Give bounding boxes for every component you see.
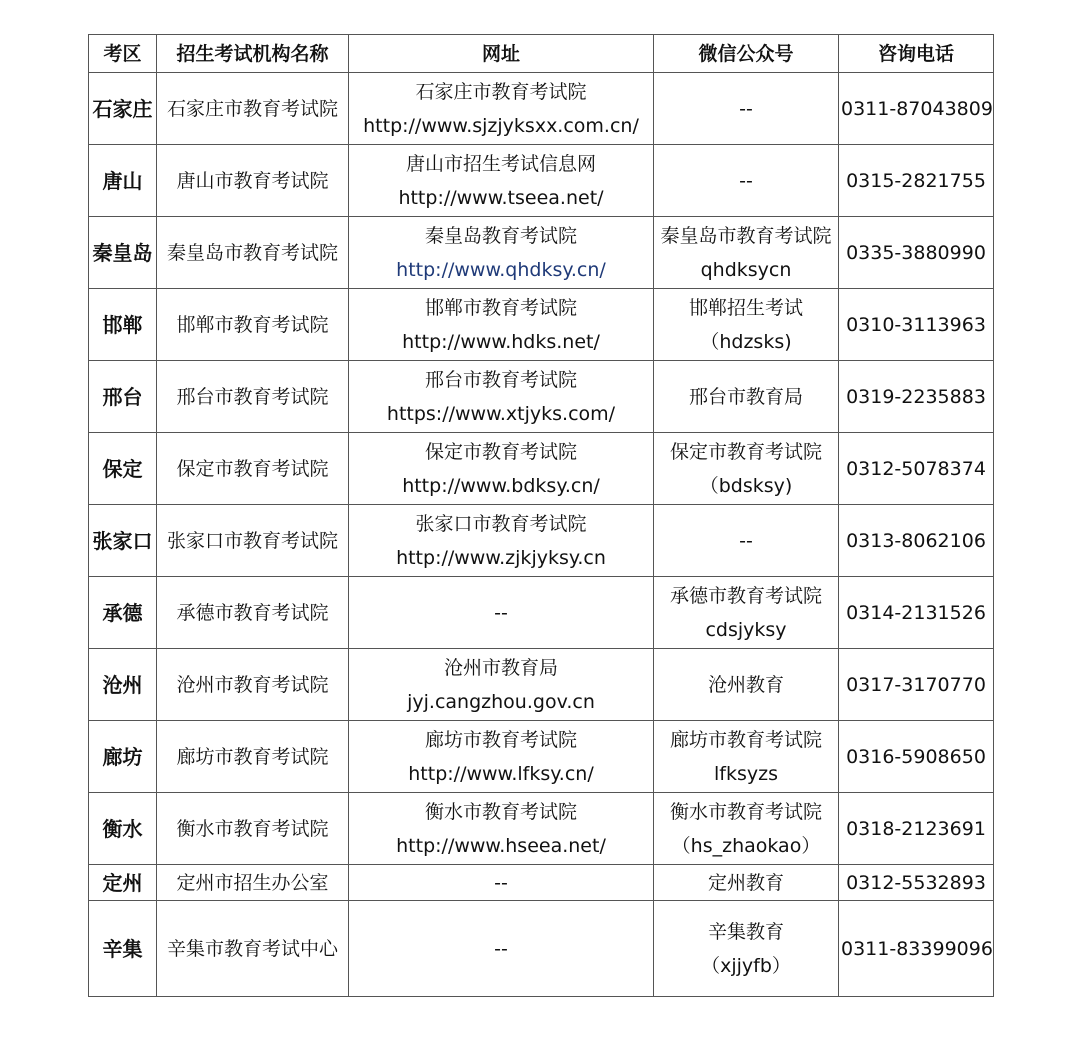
website-name: 秦皇岛教育考试院 [424, 224, 577, 247]
wechat-account-id: （hdzsks) [700, 330, 792, 353]
wechat-account-id: （hs_zhaokao） [671, 834, 821, 857]
table-row [89, 289, 994, 361]
website-name: 廊坊市教育考试院 [424, 728, 577, 751]
phone-cell: 0311-83399096 [839, 901, 994, 997]
district-cell: 辛集 [89, 901, 157, 997]
org-name-cell: 廊坊市教育考试院 [157, 721, 349, 793]
website-url-link[interactable]: http://www.tseea.net/ [398, 186, 604, 209]
website-name: 沧州市教育局 [443, 656, 558, 679]
website-url-link[interactable]: http://www.hseea.net/ [396, 834, 606, 857]
phone-cell: 0318-2123691 [839, 793, 994, 865]
website-cell [349, 721, 654, 793]
website-name: -- [494, 937, 508, 960]
phone-cell: 0313-8062106 [839, 505, 994, 577]
org-name-cell: 辛集市教育考试中心 [157, 901, 349, 997]
wechat-account-name: 沧州教育 [707, 673, 784, 696]
website-cell [349, 433, 654, 505]
website-name: -- [494, 601, 508, 624]
org-name-cell: 邢台市教育考试院 [157, 361, 349, 433]
phone-cell: 0312-5532893 [839, 865, 994, 901]
wechat-account-id: lfksyzs [714, 762, 778, 785]
website-name: 张家口市教育考试院 [415, 512, 587, 535]
website-url-link[interactable]: http://www.hdks.net/ [402, 330, 600, 353]
phone-cell: 0314-2131526 [839, 577, 994, 649]
phone-cell: 0317-3170770 [839, 649, 994, 721]
phone-cell: 0311-87043809 [839, 73, 994, 145]
org-name-cell: 石家庄市教育考试院 [157, 73, 349, 145]
table-row [89, 577, 994, 649]
phone-cell: 0335-3880990 [839, 217, 994, 289]
website-cell [349, 217, 654, 289]
website-url-link[interactable]: https://www.xtjyks.com/ [386, 402, 616, 425]
wechat-account-id: cdsjyksy [705, 618, 787, 641]
wechat-account-name: 保定市教育考试院 [669, 440, 822, 463]
district-cell: 秦皇岛 [89, 217, 157, 289]
district-cell: 邯郸 [89, 289, 157, 361]
wechat-cell [654, 289, 839, 361]
website-cell [349, 361, 654, 433]
website-name: 邯郸市教育考试院 [424, 296, 577, 319]
website-cell [349, 901, 654, 997]
wechat-account-name: 邢台市教育局 [688, 385, 803, 408]
district-cell: 衡水 [89, 793, 157, 865]
website-name: 石家庄市教育考试院 [415, 80, 587, 103]
wechat-account-name: -- [739, 529, 753, 552]
table-row [89, 433, 994, 505]
wechat-account-name: -- [739, 97, 753, 120]
district-cell: 邢台 [89, 361, 157, 433]
table-row [89, 901, 994, 997]
website-name: -- [494, 871, 508, 894]
table-header-row [89, 35, 994, 73]
table-row [89, 865, 994, 901]
wechat-account-name: -- [739, 169, 753, 192]
phone-cell: 0310-3113963 [839, 289, 994, 361]
website-url-link[interactable]: http://www.qhdksy.cn/ [396, 258, 606, 281]
phone-cell: 0316-5908650 [839, 721, 994, 793]
website-cell [349, 289, 654, 361]
wechat-cell [654, 901, 839, 997]
header-phone: 咨询电话 [839, 35, 994, 73]
table-row [89, 721, 994, 793]
org-name-cell: 唐山市教育考试院 [157, 145, 349, 217]
website-url-link[interactable]: jyj.cangzhou.gov.cn [407, 690, 595, 713]
district-cell: 承德 [89, 577, 157, 649]
wechat-cell [654, 433, 839, 505]
wechat-account-name: 秦皇岛市教育考试院 [660, 224, 832, 247]
website-url-link[interactable]: http://www.bdksy.cn/ [402, 474, 600, 497]
phone-cell: 0315-2821755 [839, 145, 994, 217]
website-cell [349, 649, 654, 721]
wechat-cell [654, 505, 839, 577]
org-name-cell: 衡水市教育考试院 [157, 793, 349, 865]
header-website: 网址 [349, 35, 654, 73]
district-cell: 廊坊 [89, 721, 157, 793]
wechat-cell [654, 793, 839, 865]
wechat-cell [654, 649, 839, 721]
phone-cell: 0319-2235883 [839, 361, 994, 433]
wechat-account-id: （bdsksy) [699, 474, 793, 497]
wechat-account-id: （xjjyfb） [701, 954, 791, 977]
table-row [89, 73, 994, 145]
header-wechat: 微信公众号 [654, 35, 839, 73]
table-row [89, 217, 994, 289]
table-row [89, 505, 994, 577]
website-cell [349, 505, 654, 577]
website-url-link[interactable]: http://www.zjkjyksy.cn [396, 546, 606, 569]
website-cell [349, 865, 654, 901]
exam-office-contact-table [88, 34, 994, 997]
wechat-account-name: 定州教育 [707, 871, 784, 894]
district-cell: 唐山 [89, 145, 157, 217]
district-cell: 定州 [89, 865, 157, 901]
district-cell: 石家庄 [89, 73, 157, 145]
table-body [89, 73, 994, 997]
wechat-cell [654, 577, 839, 649]
wechat-account-id: qhdksycn [700, 258, 792, 281]
wechat-account-name: 廊坊市教育考试院 [669, 728, 822, 751]
org-name-cell: 承德市教育考试院 [157, 577, 349, 649]
wechat-cell [654, 145, 839, 217]
website-name: 邢台市教育考试院 [424, 368, 577, 391]
website-name: 保定市教育考试院 [424, 440, 577, 463]
org-name-cell: 保定市教育考试院 [157, 433, 349, 505]
wechat-cell [654, 865, 839, 901]
org-name-cell: 秦皇岛市教育考试院 [157, 217, 349, 289]
website-cell [349, 577, 654, 649]
table-row [89, 145, 994, 217]
header-district: 考区 [89, 35, 157, 73]
website-cell [349, 793, 654, 865]
wechat-cell [654, 721, 839, 793]
wechat-cell [654, 361, 839, 433]
website-name: 衡水市教育考试院 [424, 800, 577, 823]
table-row [89, 793, 994, 865]
website-cell [349, 73, 654, 145]
header-org: 招生考试机构名称 [157, 35, 349, 73]
table-row [89, 649, 994, 721]
wechat-account-name: 衡水市教育考试院 [669, 800, 822, 823]
wechat-cell [654, 73, 839, 145]
wechat-account-name: 辛集教育 [707, 920, 784, 943]
website-cell [349, 145, 654, 217]
wechat-account-name: 承德市教育考试院 [669, 584, 822, 607]
district-cell: 沧州 [89, 649, 157, 721]
phone-cell: 0312-5078374 [839, 433, 994, 505]
org-name-cell: 沧州市教育考试院 [157, 649, 349, 721]
wechat-account-name: 邯郸招生考试 [688, 296, 803, 319]
table-row [89, 361, 994, 433]
website-url-link[interactable]: http://www.sjzjyksxx.com.cn/ [363, 114, 639, 137]
website-url-link[interactable]: http://www.lfksy.cn/ [408, 762, 594, 785]
district-cell: 张家口 [89, 505, 157, 577]
org-name-cell: 邯郸市教育考试院 [157, 289, 349, 361]
org-name-cell: 定州市招生办公室 [157, 865, 349, 901]
wechat-cell [654, 217, 839, 289]
district-cell: 保定 [89, 433, 157, 505]
website-name: 唐山市招生考试信息网 [405, 152, 596, 175]
org-name-cell: 张家口市教育考试院 [157, 505, 349, 577]
